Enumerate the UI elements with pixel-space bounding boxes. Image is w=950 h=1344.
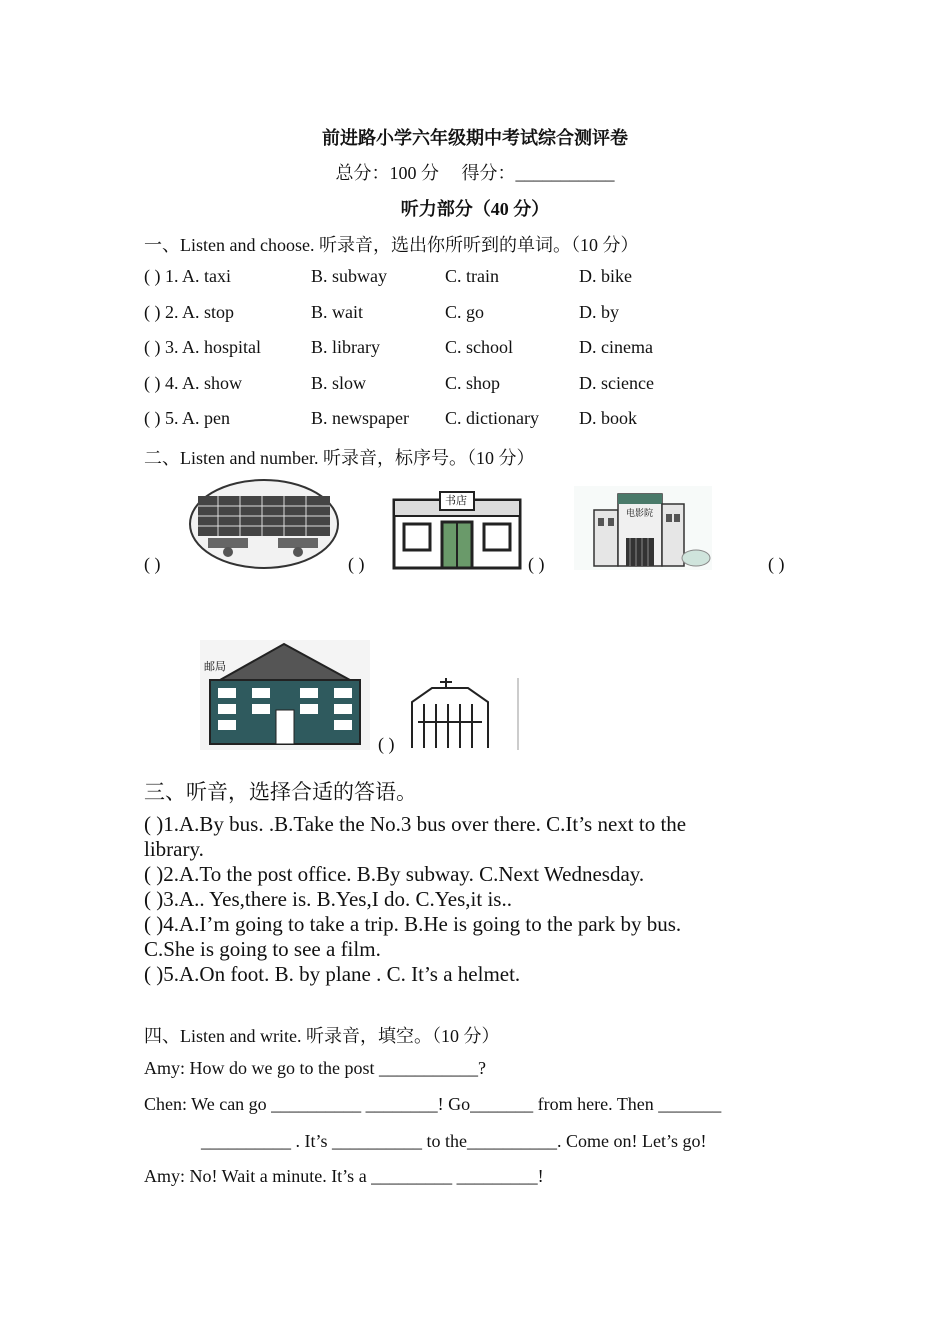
option-a: ( ) 4. A. show — [144, 373, 242, 393]
option-d: D. book — [579, 408, 637, 428]
answer-line: ( )1.A.By bus. .B.Take the No.3 bus over there. C.It’s next to the — [144, 812, 687, 836]
answer-line: C.She is going to see a film. — [144, 937, 381, 961]
answer-blank: ( ) — [768, 554, 785, 574]
dialogue-line: Amy: How do we go to the post ___________? — [144, 1058, 486, 1078]
option-b: B. subway — [311, 266, 387, 286]
option-d: D. science — [579, 373, 654, 393]
exam-title: 前进路小学六年级期中考试综合测评卷 — [322, 128, 628, 148]
part4-heading: 四、Listen and write. 听录音，填空。（10 分） — [144, 1026, 500, 1046]
dialogue-line: Chen: We can go __________ ________! Go_______ from here. Then _______ — [144, 1094, 722, 1114]
answer-line: ( )4.A.I’m going to take a trip. B.He is going to the park by bus. — [144, 912, 682, 936]
option-a: ( ) 3. A. hospital — [144, 337, 261, 357]
hospital-picture-icon — [408, 676, 522, 750]
option-c: C. train — [445, 266, 499, 286]
option-d: D. cinema — [579, 337, 653, 357]
answer-line: ( )2.A.To the post office. B.By subway. C.Next Wednesday. — [144, 862, 645, 886]
option-b: B. slow — [311, 373, 367, 393]
score-line: 总分：100 分 得分：___________ — [335, 163, 615, 183]
option-b: B. newspaper — [311, 408, 409, 428]
answer-blank: ( ) — [378, 734, 395, 754]
section-title: 听力部分（40 分） — [400, 199, 550, 219]
dialogue-line: Amy: No! Wait a minute. It’s a _________ _________! — [144, 1166, 544, 1186]
post-office-sign: 邮局 — [204, 660, 226, 673]
option-c: C. shop — [445, 373, 501, 393]
post-office-picture-icon — [200, 640, 370, 750]
option-b: B. library — [311, 337, 380, 357]
option-b: B. wait — [311, 302, 363, 322]
answer-line: ( )3.A.. Yes,there is. B.Yes,I do. C.Yes,it is.. — [144, 887, 512, 911]
option-c: C. school — [445, 337, 514, 357]
option-c: C. go — [445, 302, 485, 322]
option-a: ( ) 2. A. stop — [144, 302, 234, 322]
bookstore-picture-icon — [392, 490, 522, 570]
part1-heading: 一、Listen and choose. 听录音，选出你所听到的单词。（10 分） — [144, 235, 639, 255]
bookstore-sign: 书店 — [445, 494, 467, 507]
cinema-picture-icon — [574, 486, 712, 570]
library-picture-icon — [188, 478, 340, 570]
option-d: D. bike — [579, 266, 632, 286]
option-c: C. dictionary — [445, 408, 539, 428]
part3-heading: 三、听音，选择合适的答语。 — [144, 780, 417, 804]
answer-blank: ( ) — [528, 554, 545, 574]
option-a: ( ) 5. A. pen — [144, 408, 230, 428]
answer-line: ( )5.A.On foot. B. by plane . C. It’s a helmet. — [144, 962, 521, 986]
option-a: ( ) 1. A. taxi — [144, 266, 231, 286]
option-d: D. by — [579, 302, 619, 322]
part2-heading: 二、Listen and number. 听录音，标序号。（10 分） — [144, 448, 535, 468]
answer-line: library. — [144, 837, 204, 861]
cinema-sign: 电影院 — [626, 509, 654, 519]
dialogue-line: __________ . It’s __________ to the__________. Come on! Let’s go! — [201, 1131, 707, 1151]
answer-blank: ( ) — [144, 554, 161, 574]
answer-blank: ( ) — [348, 554, 365, 574]
